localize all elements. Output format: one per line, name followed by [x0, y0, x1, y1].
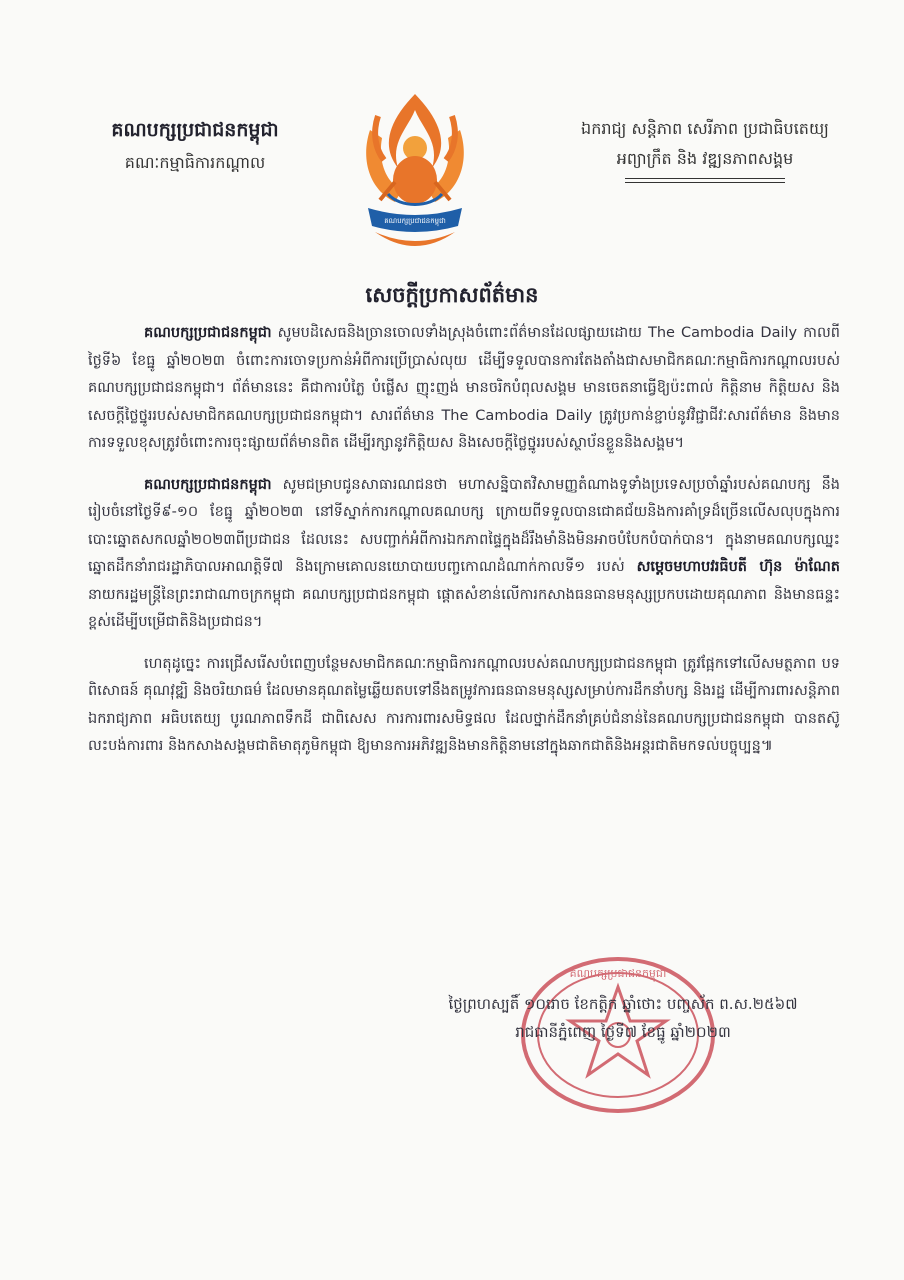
paragraph-2-text-a: សូមជម្រាបជូនសាធារណជនថា មហាសន្និបាតវិសាមញ្ញតំណាងទូទាំងប្រទេសប្រចាំឆ្នាំរបស់គណបក្ស នឹងរៀបចំនៅថ្ងៃទី៩-១០ ខែធ្នូ ឆ្នាំ២០២៣ នៅទីស្នាក់ការកណ្តាលគណបក្ស ក្រោយពីទទួលបានជោគជ័យនិងការគាំទ្រដ៏ច្រើនលើសលុបក្នុងការបោះឆ្នោតសកលឆ្នាំ២០២៣ពីប្រជាជន ដែលនេះ សបញ្ជាក់អំពីការឯកភាពផ្ទៃក្នុងដ៏រឹងមាំនិងមិនអាចបំបែកបំបាក់បាន។ ក្នុងនាមគណបក្សឈ្នះឆ្នោតដឹកនាំរាជរដ្ឋាភិបាលអាណត្តិទី៧ និងក្រោមគោលនយោបាយបញ្ចកោណដំណាក់កាលទី១ របស់ — [88, 476, 840, 575]
party-name: គណបក្សប្រជាជនកម្ពុជា — [111, 119, 279, 141]
logo-text: គណបក្សប្រជាជនកម្ពុជា — [384, 217, 446, 225]
paragraph-1-lead: គណបក្សប្រជាជនកម្ពុជា — [144, 325, 272, 341]
paragraph-1-text: សូមបដិសេធនិងច្រានចោលទាំងស្រុងចំពោះព័ត៌មានដែលផ្សាយដោយ The Cambodia Daily កាលពីថ្ងៃទី៦ ខែធ្នូ ឆ្នាំ២០២៣ ចំពោះការចោទប្រកាន់អំពីការប្រើប្រាស់លុយ ដើម្បីទទួលបានការតែងតាំងជាសមាជិកគណៈកម្មាធិការកណ្តាលរបស់គណបក្សប្រជាជនកម្ពុជា។ ព័ត៌មាននេះ គឺជាការបំភ្លៃ បំផ្លើស ញុះញង់ មានចរិកបំពុលសង្គម មានចេតនាធ្វើឱ្យប៉ះពាល់ កិត្តិនាម កិត្តិយស និងសេចក្តីថ្លៃថ្នូររបស់សមាជិកគណបក្សប្រជាជនកម្ពុជា។ សារព័ត៌មាន The Cambodia Daily ត្រូវប្រកាន់ខ្ជាប់នូវវិជ្ជាជីវៈសារព័ត៌មាន និងមានការទទួលខុសត្រូវចំពោះការចុះផ្សាយព័ត៌មានពិត ដើម្បីរក្សានូវកិត្តិយស និងសេចក្តីថ្លៃថ្នូររបស់ស្ថាប័នខ្លួននិងសង្គម។ — [88, 325, 840, 451]
document-body — [88, 320, 840, 775]
signature-block — [398, 990, 848, 1046]
party-logo-icon — [350, 90, 480, 260]
paragraph-3-text: ហេតុដូច្នេះ ការជ្រើសរើសបំពេញបន្ថែមសមាជិកគណៈកម្មាធិការកណ្តាលរបស់គណបក្សប្រជាជនកម្ពុជា ត្រូវផ្អែកទៅលើសមត្ថភាព បទពិសោធន៍ គុណវុឌ្ឍិ និងចរិយាធម៌ ដែលមានគុណតម្លៃឆ្លើយតបទៅនឹងតម្រូវការធនធានមនុស្សសម្រាប់ការដឹកនាំបក្ស និងរដ្ឋ ដើម្បីការពារសន្តិភាព ឯករាជ្យភាព អធិបតេយ្យ បូរណភាពទឹកដី ជាពិសេស ការការពារសមិទ្ធផល ដែលថ្នាក់ដឹកនាំគ្រប់ជំនាន់នៃគណបក្សប្រជាជនកម្ពុជា បានតស៊ូ លះបង់ការពារ និងកសាងសង្គមជាតិមាតុភូមិកម្ពុជា ឱ្យមានការអភិវឌ្ឍនិងមានកិត្តិនាមនៅក្នុងឆាកជាតិនិងអន្តរជាតិមកទល់បច្ចុប្បន្ន៕ — [88, 655, 840, 754]
motto-line: ឯករាជ្យ សន្តិភាព សេរីភាព ប្រជាធិបតេយ្យ — [581, 119, 829, 138]
national-motto — [545, 118, 865, 183]
paragraph-2 — [88, 472, 840, 637]
paragraph-2-text-b: នាយករដ្ឋមន្ត្រីនៃព្រះរាជាណាចក្រកម្ពុជា គណបក្សប្រជាជនកម្ពុជា ផ្តោតសំខាន់លើការកសាងធនធានមនុស្សប្រកបដោយគុណភាព និងមានធន្ទះខ្ពស់ដើម្បីបម្រើជាតិនិងប្រជាជន។ — [88, 586, 840, 630]
document-title: សេចក្តីប្រកាសព័ត៌មាន — [365, 283, 539, 307]
lunar-date: ថ្ងៃព្រហស្បតិ៍ ១០រោច ខែកត្តិក ឆ្នាំថោះ បញ្ចស័ក ព.ស.២៥៦៧ — [448, 995, 798, 1013]
paragraph-2-lead: គណបក្សប្រជាជនកម្ពុជា — [144, 476, 272, 493]
party-header — [75, 118, 315, 176]
motto-subline: អព្យាក្រឹត និង វឌ្ឍនភាពសង្គម — [616, 149, 794, 168]
paragraph-1 — [88, 320, 840, 458]
place-date: រាជធានីភ្នំពេញ ថ្ងៃទី៧ ខែធ្នូ ឆ្នាំ២០២៣ — [515, 1023, 731, 1041]
paragraph-3 — [88, 651, 840, 761]
party-committee: គណៈកម្មាធិការកណ្តាល — [124, 153, 266, 172]
prime-minister-name: សម្តេចមហាបវរធិបតី ហ៊ុន ម៉ាណែត — [636, 559, 840, 575]
seal-text: គណបក្សប្រជាជនកម្ពុជា — [569, 967, 667, 980]
motto-divider — [625, 178, 785, 183]
